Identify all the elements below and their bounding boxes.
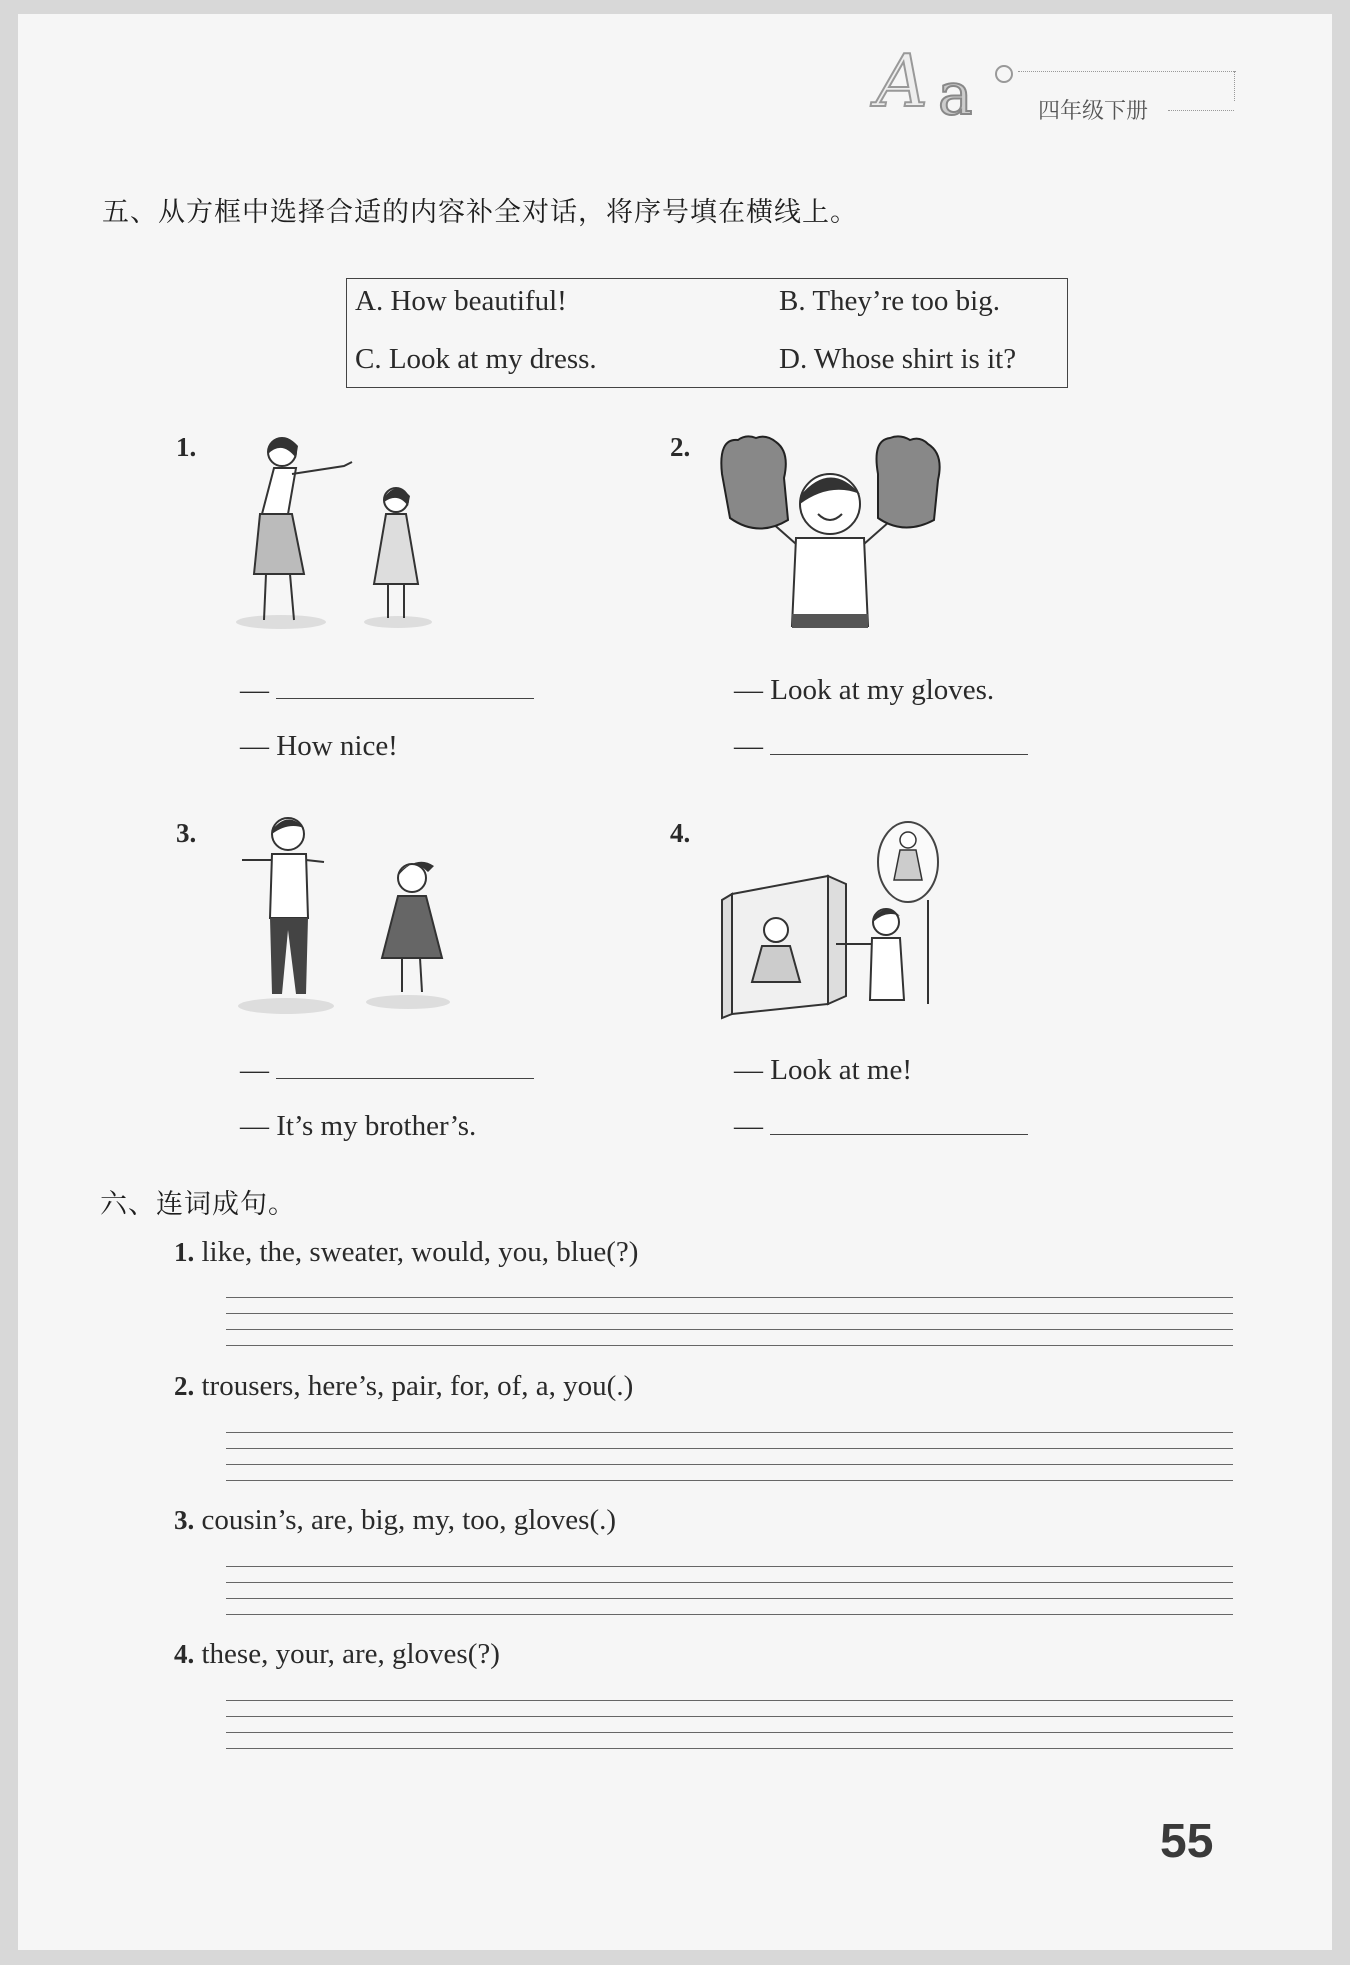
question-2-line-1: — Look at my gloves. [734, 674, 995, 706]
question-2-line-2: — [734, 730, 763, 762]
illustration-boy-big-gloves [718, 434, 948, 634]
workbook-page [18, 14, 1332, 1950]
question-3-line-1: — [240, 1054, 269, 1086]
option-d: D. Whose shirt is it? [779, 343, 1017, 375]
illustration-girl-at-wardrobe [718, 804, 968, 1024]
illustration-boy-and-girl [226, 810, 486, 1020]
grade-label: 四年级下册 [1038, 99, 1149, 124]
section5-title: 五、从方框中选择合适的内容补全对话，将序号填在横线上。 [102, 197, 858, 228]
writing-lines-3[interactable] [226, 1566, 1233, 1616]
svg-text:A: A [876, 39, 928, 123]
sentence-1-number: 1. [174, 1237, 195, 1267]
illustration-woman-and-girl [226, 424, 486, 634]
option-c: C. Look at my dress. [355, 343, 597, 375]
question-4-number: 4. [670, 818, 691, 848]
section6-title: 六、连词成句。 [100, 1189, 296, 1220]
sentence-3-number: 3. [174, 1505, 195, 1535]
question-4-line-1: — Look at me! [734, 1054, 912, 1086]
option-b: B. They’re too big. [779, 285, 1000, 317]
writing-lines-4[interactable] [226, 1700, 1233, 1750]
page-number: 55 [1160, 1815, 1214, 1868]
header-rule-end [1234, 71, 1235, 101]
header-rule-short [1168, 110, 1234, 111]
sentence-3-words: cousin’s, are, big, my, too, gloves(.) [201, 1504, 617, 1536]
sentence-2-words: trousers, here’s, pair, for, of, a, you(.) [201, 1370, 634, 1402]
answer-blank-2[interactable] [770, 730, 1028, 755]
question-1-line-2: — How nice! [240, 730, 398, 762]
question-2-number: 2. [670, 432, 691, 462]
question-4-line-2: — [734, 1110, 763, 1142]
answer-blank-4[interactable] [770, 1110, 1028, 1135]
question-1-line-1: — [240, 674, 269, 706]
writing-lines-1[interactable] [226, 1297, 1233, 1347]
options-box [346, 278, 1068, 388]
option-a: A. How beautiful! [355, 285, 567, 317]
series-logo [876, 39, 1036, 134]
header-rule [1018, 71, 1236, 72]
sentence-1-words: like, the, sweater, would, you, blue(?) [201, 1236, 639, 1268]
sentence-2-number: 2. [174, 1371, 195, 1401]
answer-blank-1[interactable] [276, 674, 534, 699]
question-3-number: 3. [176, 818, 197, 848]
writing-lines-2[interactable] [226, 1432, 1233, 1482]
answer-blank-3[interactable] [276, 1054, 534, 1079]
sentence-4-number: 4. [174, 1639, 195, 1669]
svg-text:a: a [938, 60, 973, 128]
sentence-4-words: these, your, are, gloves(?) [201, 1638, 500, 1670]
question-1-number: 1. [176, 432, 197, 462]
question-3-line-2: — It’s my brother’s. [240, 1110, 477, 1142]
